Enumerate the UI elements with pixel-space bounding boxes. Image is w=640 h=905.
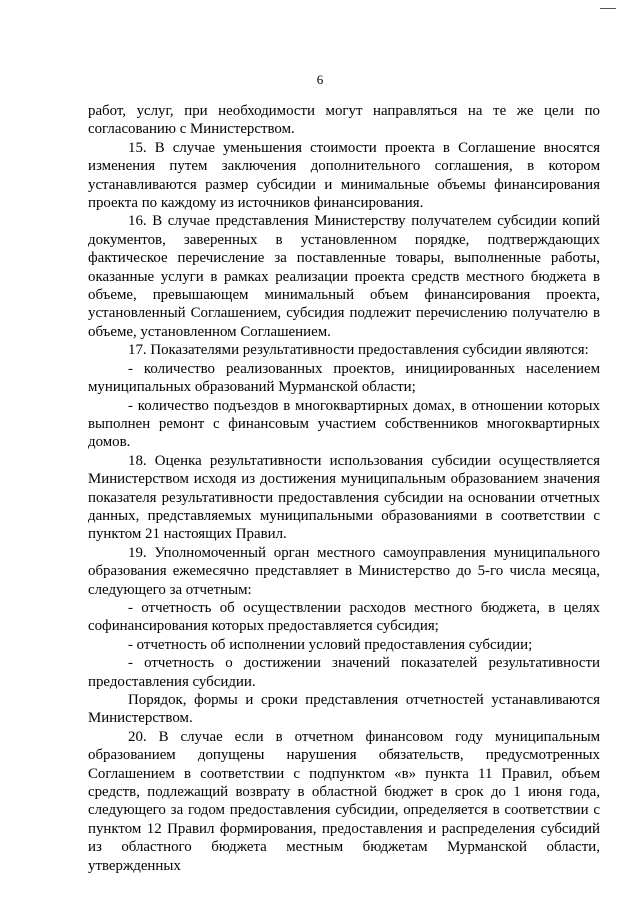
page-number: 6 xyxy=(316,72,324,87)
scan-corner-mark xyxy=(600,0,616,9)
document-body xyxy=(88,102,600,875)
paragraph-17: 17. Показателями результативности предоставления субсидии являются: xyxy=(128,342,589,359)
paragraph-19-item-2: - отчетность об исполнении условий предоставления субсидии; xyxy=(128,636,533,653)
paragraph-16: 16. В случае представления Министерству получателем субсидии копий документов, заверенных в установленном порядке, подтверждающих фактическое перечисление за поставленные товары, выполненные работы, оказанные услуги в рамках реализации проекта средств местного бюджета в объеме, превышающем минимальный объем финансирования проекта, установленный Соглашением, субсидия подлежит перечислению получателю в объеме, установленном Соглашением. xyxy=(88,213,600,340)
paragraph-19-reporting-order: Порядок, формы и сроки представления отчетностей устанавливаются Министерством. xyxy=(88,692,600,727)
paragraph-17-item-2: - количество подъездов в многоквартирных домах, в отношении которых выполнен ремонт с финансовым участием собственников многоквартирных домов. xyxy=(88,397,600,451)
paragraph-19-item-1: - отчетность об осуществлении расходов местного бюджета, в целях софинансирования которых предоставляется субсидия; xyxy=(88,599,600,635)
paragraph-20: 20. В случае если в отчетном финансовом году муниципальным образованием допущены нарушения обязательств, предусмотренных Соглашением в соответствии с подпунктом «в» пункта 11 Правил, объем средств, подлежащий возврату в областной бюджет в срок до 1 июня года, следующего за годом предоставления субсидии, определяется в соответствии с пунктом 12 Правил формирования, предоставления и распределения субсидий из областного бюджета местным бюджетам Мурманской области, утвержденных xyxy=(88,728,600,874)
paragraph-17-item-1: - количество реализованных проектов, инициированных населением муниципальных образований Мурманской области; xyxy=(88,360,600,396)
paragraph-18: 18. Оценка результативности использования субсидии осуществляется Министерством исходя из достижения муниципальным образованием значения показателя результативности предоставления субсидии на основании отчетных данных, представляемых муниципальными образованиями в соответствии с пунктом 21 настоящих Правил. xyxy=(88,452,600,543)
paragraph-15: 15. В случае уменьшения стоимости проекта в Соглашение вносятся изменения путем заключения дополнительного соглашения, в котором устанавливаются размер субсидии и минимальные объемы финансирования проекта по каждому из источников финансирования. xyxy=(88,139,600,212)
paragraph-19-item-3: - отчетность о достижении значений показателей результативности предоставления субсидии. xyxy=(88,655,600,690)
paragraph-continuation: работ, услуг, при необходимости могут направляться на те же цели по согласованию с Министерством. xyxy=(88,103,600,138)
paragraph-19: 19. Уполномоченный орган местного самоуправления муниципального образования ежемесячно представляет в Министерство до 5-го числа месяца, следующего за отчетным: xyxy=(88,544,600,598)
